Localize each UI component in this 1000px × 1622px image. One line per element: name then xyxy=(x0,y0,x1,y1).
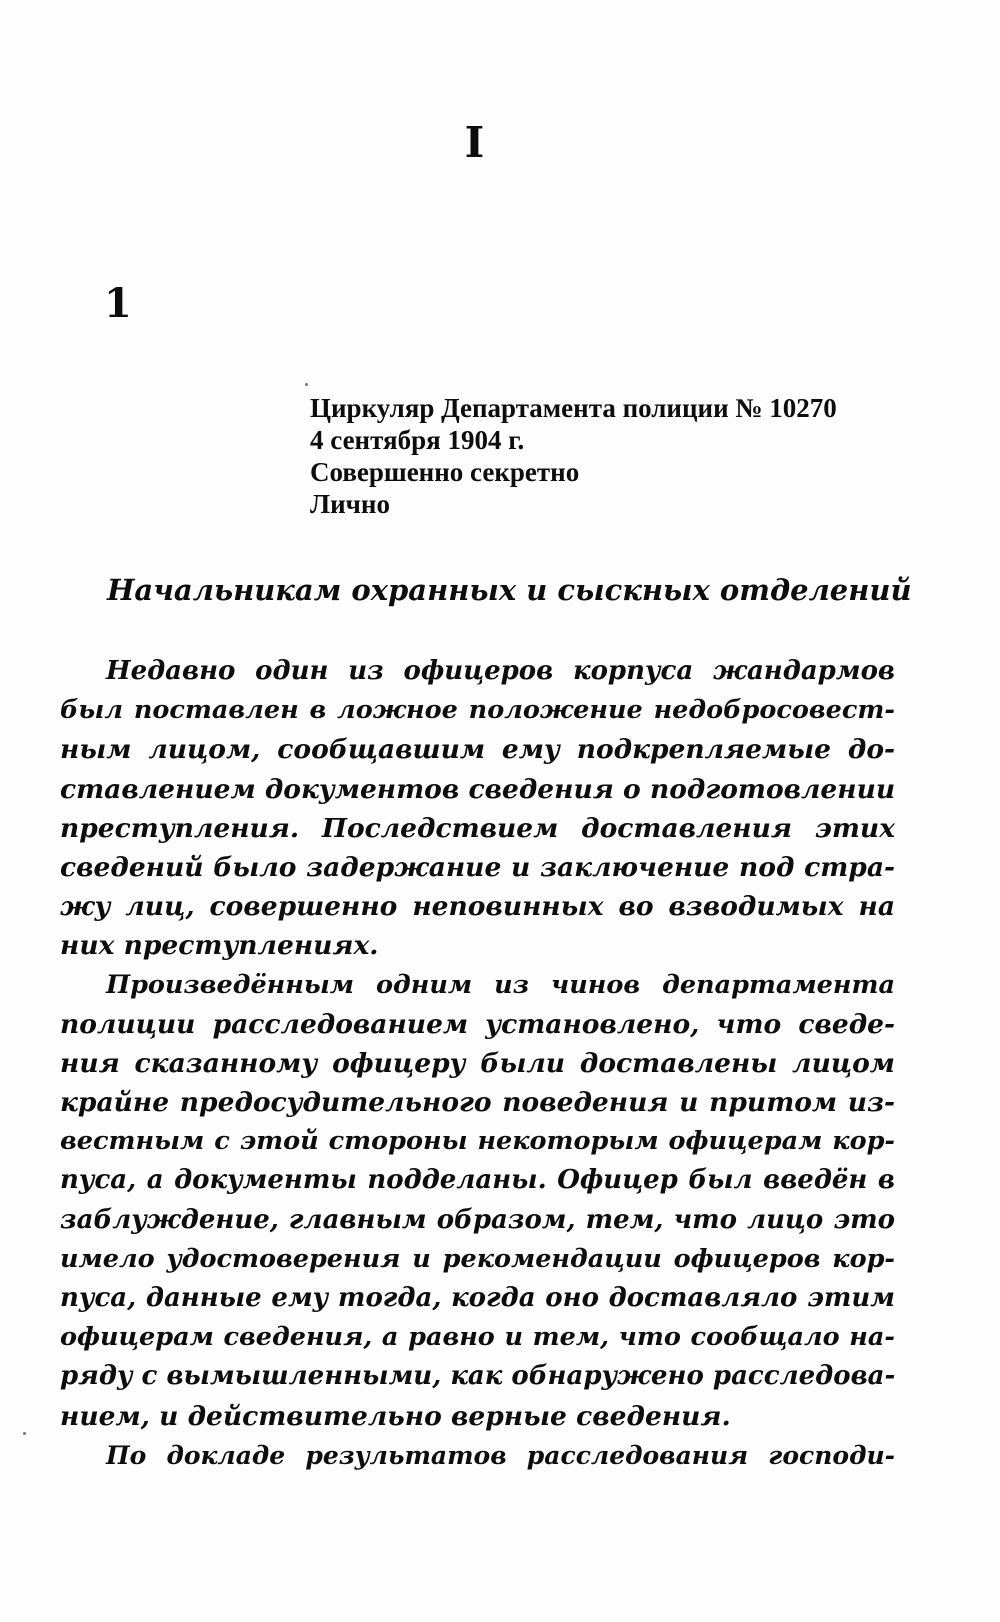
paragraph-3 xyxy=(60,1436,895,1475)
text-line: них преступлениях. xyxy=(60,930,379,962)
text-line: преступления. Последствием доставления этих xyxy=(60,812,895,844)
header-personal-line: Лично xyxy=(310,489,390,519)
addressee-heading: Начальникам охранных и сыскных отделений xyxy=(107,573,912,607)
text-line: ставлением документов сведения о подготовлении xyxy=(60,773,896,805)
print-speck xyxy=(305,383,308,386)
text-line: офицерам сведения, а равно и тем, что сообщало на- xyxy=(60,1322,895,1353)
text-line: пуса, а документы подделаны. Офицер был введён в xyxy=(60,1165,895,1196)
text-line: заблуждение, главным образом, тем, что лицо это xyxy=(60,1204,895,1235)
text-line: имело удостоверения и рекомендации офицеров кор- xyxy=(60,1243,895,1274)
section-roman-numeral: I xyxy=(464,118,486,167)
header-secrecy-line: Совершенно секретно xyxy=(310,457,580,487)
text-line: пуса, данные ему тогда, когда оно доставляло этим xyxy=(60,1283,895,1313)
text-line: ным лицом, сообщавшим ему подкрепляемые до- xyxy=(60,734,895,766)
text-line: жу лиц, совершенно неповинных во взводимых на xyxy=(60,891,895,923)
text-line: Произведённым одним из чинов департамента xyxy=(106,969,895,1000)
text-line: По докладе результатов расследования господи- xyxy=(106,1440,895,1470)
text-line: сведений было задержание и заключение под стра- xyxy=(60,851,895,883)
paragraph-2 xyxy=(60,966,895,1436)
text-line: был поставлен в ложное положение недобросовест- xyxy=(60,695,895,726)
text-line: вестным с этой стороны некоторым офицерам кор- xyxy=(60,1126,895,1157)
paragraph-1 xyxy=(60,652,895,966)
body-text xyxy=(60,652,895,1475)
text-line: нием, и действительно верные сведения. xyxy=(60,1400,731,1432)
header-title-line: Циркуляр Департамента полиции № 10270 xyxy=(310,393,837,423)
text-line: ния сказанному офицеру были доставлены лицом xyxy=(60,1047,895,1079)
print-speck xyxy=(23,1432,26,1435)
document-number: 1 xyxy=(104,280,132,327)
text-line: крайне предосудительного поведения и притом из- xyxy=(60,1087,895,1119)
document-header xyxy=(310,392,930,520)
text-line: Недавно один из офицеров корпуса жандармов xyxy=(106,656,895,686)
header-date-line: 4 сентября 1904 г. xyxy=(310,425,525,455)
text-line: полиции расследованием установлено, что сведе- xyxy=(60,1008,895,1040)
text-line: ряду с вымышленными, как обнаружено расследова- xyxy=(60,1361,896,1392)
